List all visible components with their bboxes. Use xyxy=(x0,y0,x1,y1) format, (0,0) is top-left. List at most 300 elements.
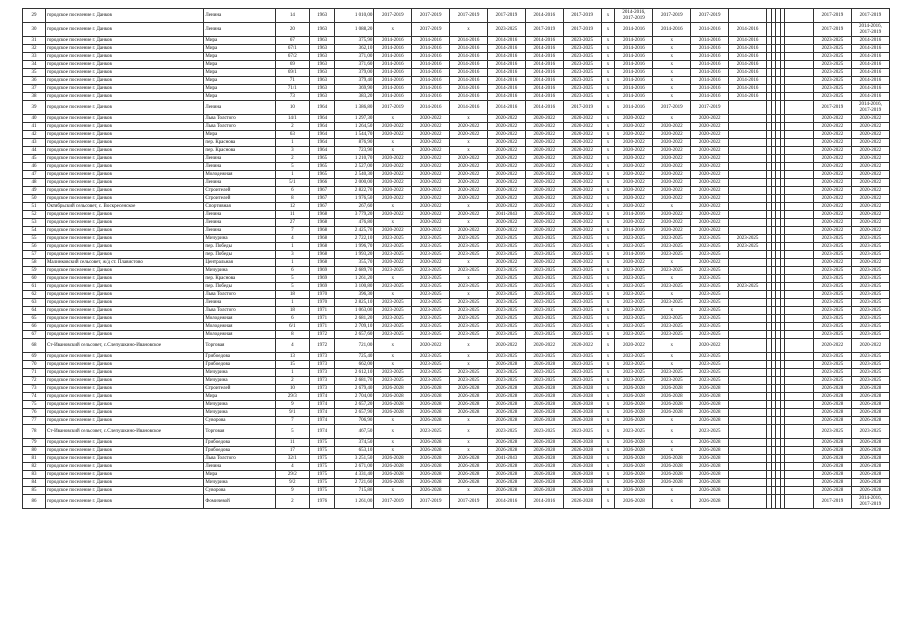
table-cell-col15: 2020-2022 xyxy=(653,187,691,195)
table-cell-col13: х xyxy=(601,393,615,401)
table-cell-col23: 2023-2025 xyxy=(814,61,852,69)
table-cell-col15: х xyxy=(653,77,691,85)
table-row xyxy=(23,377,890,385)
table-cell-col9: х xyxy=(450,339,488,353)
table-cell-col6: 375,90 xyxy=(335,37,374,45)
table-cell-col24: 2020-2022 xyxy=(851,211,889,219)
table-cell-col15: 2020-2022 xyxy=(653,211,691,219)
table-cell-col24: 2026-2028 xyxy=(851,487,889,495)
table-cell-col4: 2 xyxy=(275,155,309,163)
table-cell-col1: 32 xyxy=(23,45,46,53)
table-cell-col6: 1 010,00 xyxy=(335,9,374,23)
table-cell-col6: 1 088,20 xyxy=(335,23,374,37)
table-cell-col16: 2017-2019 xyxy=(691,9,729,23)
table-cell-col5: 1968 xyxy=(310,251,335,259)
table-cell-col9: 2017-2019 xyxy=(450,9,488,23)
table-cell-col2: городское поселение г. Данков xyxy=(45,439,203,447)
table-cell-col22 xyxy=(785,377,814,385)
table-cell-col9: 2020-2022 xyxy=(450,179,488,187)
table-cell-col24: 2026-2028 xyxy=(851,401,889,409)
table-cell-col6: 2 681,20 xyxy=(335,315,374,323)
table-cell-col9: 2020-2022 xyxy=(450,187,488,195)
table-cell-col23: 2023-2025 xyxy=(814,323,852,331)
table-cell-col3: пер. Краснова xyxy=(204,147,275,155)
table-cell-col11: 2023-2025 xyxy=(525,353,563,361)
table-cell-col11: 2020-2022 xyxy=(525,179,563,187)
table-cell-col12: 2026-2028 xyxy=(563,487,601,495)
table-cell-col1: 35 xyxy=(23,69,46,77)
table-cell-col22 xyxy=(785,131,814,139)
table-cell-col3: Ленина xyxy=(204,211,275,219)
table-cell-col9: х xyxy=(450,487,488,495)
table-cell-col24: 2014-2016 xyxy=(851,85,889,93)
table-cell-col4: 9 xyxy=(275,487,309,495)
table-cell-col1: 62 xyxy=(23,291,46,299)
table-cell-col15: 2020-2022 xyxy=(653,227,691,235)
table-cell-col6: 3 100,80 xyxy=(335,283,374,291)
table-cell-col16: 2014-2016 xyxy=(691,53,729,61)
table-cell-col12: 2020-2022 xyxy=(563,259,601,267)
table-cell-col5: 1974 xyxy=(310,393,335,401)
table-cell-col9: х xyxy=(450,275,488,283)
table-cell-col23: 2023-2025 xyxy=(814,291,852,299)
table-cell-col12: 2023-2025 xyxy=(563,323,601,331)
table-cell-col6: 2 825,10 xyxy=(335,299,374,307)
table-cell-col15: х xyxy=(653,53,691,61)
table-cell-col23: 2023-2025 xyxy=(814,53,852,61)
table-cell-col14: 2020-2022 xyxy=(615,115,653,123)
table-body xyxy=(23,9,890,509)
table-cell-col12: 2023-2025 xyxy=(563,331,601,339)
table-cell-col13: х xyxy=(601,77,615,85)
table-cell-col10: 2023-2025 xyxy=(488,315,526,323)
table-cell-col13: х xyxy=(601,171,615,179)
table-cell-col11: 2026-2028 xyxy=(525,385,563,393)
table-row xyxy=(23,393,890,401)
table-cell-col17 xyxy=(729,219,767,227)
table-cell-col23: 2023-2025 xyxy=(814,361,852,369)
table-cell-col14: 2023-2025 xyxy=(615,361,653,369)
table-cell-col10: 2026-2028 xyxy=(488,439,526,447)
table-cell-col8: 2026-2028 xyxy=(412,455,450,463)
table-cell-col23: 2026-2028 xyxy=(814,409,852,417)
table-cell-col9: 2014-2016 xyxy=(450,37,488,45)
table-cell-col17 xyxy=(729,9,767,23)
table-cell-col7: 2020-2022 xyxy=(374,123,412,131)
table-cell-col8: 2014-2016 xyxy=(412,77,450,85)
table-cell-col8: 2020-2022 xyxy=(412,227,450,235)
table-cell-col22 xyxy=(785,235,814,243)
table-cell-col14: 2023-2025 xyxy=(615,425,653,439)
table-cell-col24: 2026-2028 xyxy=(851,439,889,447)
table-cell-col7: х xyxy=(374,219,412,227)
table-cell-col13: х xyxy=(601,235,615,243)
table-cell-col10: 2020-2022 xyxy=(488,147,526,155)
table-cell-col17 xyxy=(729,323,767,331)
table-cell-col17 xyxy=(729,203,767,211)
table-cell-col6: 476,80 xyxy=(335,219,374,227)
table-cell-col16: 2014-2016 xyxy=(691,77,729,85)
table-cell-col12: 2023-2025 xyxy=(563,243,601,251)
table-cell-col23: 2023-2025 xyxy=(814,425,852,439)
table-cell-col22 xyxy=(785,447,814,455)
table-cell-col6: 396,30 xyxy=(335,291,374,299)
table-row xyxy=(23,417,890,425)
table-cell-col12: 2026-2028 xyxy=(563,471,601,479)
table-cell-col11: 2023-2025 xyxy=(525,377,563,385)
table-cell-col24: 2023-2025 xyxy=(851,235,889,243)
table-cell-col16: 2020-2022 xyxy=(691,227,729,235)
table-cell-col10: 2020-2022 xyxy=(488,179,526,187)
table-cell-col12: 2023-2025 xyxy=(563,283,601,291)
table-cell-col24: 2023-2025 xyxy=(851,353,889,361)
table-cell-col22 xyxy=(785,409,814,417)
table-cell-col7: 2020-2022 xyxy=(374,187,412,195)
table-cell-col23: 2023-2025 xyxy=(814,307,852,315)
table-cell-col7: 2023-2025 xyxy=(374,323,412,331)
table-cell-col24: 2026-2028 xyxy=(851,385,889,393)
table-cell-col8: 2023-2025 xyxy=(412,425,450,439)
table-cell-col15: 2014-2016 xyxy=(653,23,691,37)
table-cell-col22 xyxy=(785,259,814,267)
table-cell-col7: 2026-2028 xyxy=(374,471,412,479)
table-cell-col1: 50 xyxy=(23,195,46,203)
table-cell-col12: 2020-2022 xyxy=(563,179,601,187)
table-cell-col10: 2020-2022 xyxy=(488,219,526,227)
table-cell-col3: Льва Толстого xyxy=(204,115,275,123)
table-cell-col15: 2023-2025 xyxy=(653,323,691,331)
table-cell-col13: х xyxy=(601,323,615,331)
table-cell-col4: 10 xyxy=(275,101,309,115)
table-cell-col12: 2023-2025 xyxy=(563,85,601,93)
table-cell-col23: 2020-2022 xyxy=(814,211,852,219)
table-cell-col10: 2020-2022 xyxy=(488,171,526,179)
table-row xyxy=(23,93,890,101)
table-cell-col15: 2020-2022 xyxy=(653,171,691,179)
table-cell-col5: 1972 xyxy=(310,331,335,339)
table-cell-col13: х xyxy=(601,307,615,315)
table-cell-col4: 14/1 xyxy=(275,115,309,123)
table-cell-col23: 2023-2025 xyxy=(814,37,852,45)
table-cell-col16: 2026-2028 xyxy=(691,393,729,401)
table-cell-col12: 2020-2022 xyxy=(563,123,601,131)
table-cell-col22 xyxy=(785,353,814,361)
table-cell-col8: 2020-2022 xyxy=(412,115,450,123)
table-cell-col11: 2020-2022 xyxy=(525,211,563,219)
table-cell-col11: 2014-2016 xyxy=(525,85,563,93)
table-cell-col11: 2020-2022 xyxy=(525,171,563,179)
table-cell-col13: х xyxy=(601,9,615,23)
table-cell-col2: городское поселение г. Данков xyxy=(45,479,203,487)
table-cell-col23: 2026-2028 xyxy=(814,463,852,471)
table-cell-col1: 84 xyxy=(23,479,46,487)
table-cell-col13: х xyxy=(601,479,615,487)
table-cell-col22 xyxy=(785,123,814,131)
table-cell-col10: 2014-2016 xyxy=(488,69,526,77)
table-cell-col5: 1963 xyxy=(310,37,335,45)
table-cell-col15: 2020-2022 xyxy=(653,131,691,139)
table-row xyxy=(23,291,890,299)
table-cell-col4: 2 xyxy=(275,123,309,131)
table-cell-col24: 2014-2016 xyxy=(851,53,889,61)
table-cell-col10: 2020-2022 xyxy=(488,195,526,203)
table-cell-col14: 2020-2022 xyxy=(615,195,653,203)
table-cell-col11: 2023-2025 xyxy=(525,251,563,259)
table-cell-col22 xyxy=(785,139,814,147)
table-cell-col7: х xyxy=(374,425,412,439)
table-cell-col3: Строителей xyxy=(204,187,275,195)
table-cell-col3: Мира xyxy=(204,45,275,53)
table-cell-col13: х xyxy=(601,463,615,471)
table-cell-col5: 1974 xyxy=(310,401,335,409)
table-cell-col6: 379,00 xyxy=(335,69,374,77)
table-cell-col8: 2023-2025 xyxy=(412,361,450,369)
table-cell-col7: х xyxy=(374,361,412,369)
table-row xyxy=(23,307,890,315)
table-cell-col16: 2020-2022 xyxy=(691,211,729,219)
table-cell-col11: 2026-2028 xyxy=(525,455,563,463)
table-row xyxy=(23,315,890,323)
table-cell-col11: 2020-2022 xyxy=(525,163,563,171)
table-cell-col23: 2023-2025 xyxy=(814,251,852,259)
table-cell-col12: 2020-2022 xyxy=(563,155,601,163)
table-cell-col8: 2023-2025 xyxy=(412,315,450,323)
table-cell-col10: 2014-2016 xyxy=(488,85,526,93)
table-cell-col16: 2020-2022 xyxy=(691,219,729,227)
table-cell-col8: 2026-2028 xyxy=(412,479,450,487)
table-cell-col11: 2020-2022 xyxy=(525,187,563,195)
table-cell-col4: 32/1 xyxy=(275,455,309,463)
table-cell-col2: городское поселение г. Данков xyxy=(45,353,203,361)
table-cell-col7: 2026-2028 xyxy=(374,409,412,417)
table-cell-col16: 2020-2022 xyxy=(691,203,729,211)
table-cell-col17 xyxy=(729,361,767,369)
table-cell-col3: Мира xyxy=(204,85,275,93)
table-cell-col3: Ленина xyxy=(204,101,275,115)
table-cell-col6: 1 210,70 xyxy=(335,155,374,163)
table-row xyxy=(23,203,890,211)
table-cell-col17 xyxy=(729,369,767,377)
table-cell-col16: 2026-2028 xyxy=(691,409,729,417)
table-cell-col14: 2023-2025 xyxy=(615,283,653,291)
table-cell-col16: 2023-2025 xyxy=(691,425,729,439)
table-cell-col10: 2026-2028 xyxy=(488,417,526,425)
table-cell-col22 xyxy=(785,61,814,69)
table-cell-col7: х xyxy=(374,115,412,123)
table-cell-col9: 2026-2028 xyxy=(450,409,488,417)
table-cell-col1: 71 xyxy=(23,369,46,377)
table-cell-col22 xyxy=(785,93,814,101)
table-cell-col24: 2020-2022 xyxy=(851,187,889,195)
table-cell-col16: 2020-2022 xyxy=(691,163,729,171)
table-cell-col16: 2023-2025 xyxy=(691,299,729,307)
table-cell-col22 xyxy=(785,37,814,45)
table-cell-col12: 2020-2022 xyxy=(563,195,601,203)
table-cell-col17: 2014-2016 xyxy=(729,93,767,101)
table-cell-col22 xyxy=(785,275,814,283)
table-cell-col14: 2014-2016 xyxy=(615,69,653,77)
table-cell-col8: 2014-2016 xyxy=(412,61,450,69)
table-cell-col22 xyxy=(785,115,814,123)
table-cell-col14: 2014-2016 xyxy=(615,77,653,85)
table-cell-col16: 2026-2028 xyxy=(691,455,729,463)
table-cell-col5: 1963 xyxy=(310,53,335,61)
table-cell-col9: 2020-2022 xyxy=(450,163,488,171)
table-cell-col12: 2023-2025 xyxy=(563,369,601,377)
table-row xyxy=(23,139,890,147)
table-row xyxy=(23,171,890,179)
table-cell-col24: 2020-2022 xyxy=(851,339,889,353)
table-cell-col9: 2026-2028 xyxy=(450,455,488,463)
table-cell-col16: 2023-2025 xyxy=(691,243,729,251)
table-cell-col22 xyxy=(785,385,814,393)
table-cell-col14: 2026-2028 xyxy=(615,495,653,509)
table-cell-col15: х xyxy=(653,417,691,425)
table-cell-col16: 2014-2016 xyxy=(691,45,729,53)
table-row xyxy=(23,219,890,227)
table-cell-col1: 86 xyxy=(23,495,46,509)
table-cell-col9: 2014-2016 xyxy=(450,77,488,85)
table-cell-col24: 2014-2016, 2017-2019 xyxy=(851,23,889,37)
table-cell-col4: 7 xyxy=(275,417,309,425)
table-cell-col14: 2014-2016 xyxy=(615,227,653,235)
table-cell-col9: 2020-2022 xyxy=(450,227,488,235)
table-cell-col13: х xyxy=(601,385,615,393)
table-cell-col12: 2023-2025 xyxy=(563,37,601,45)
table-cell-col24: 2014-2016 xyxy=(851,93,889,101)
table-cell-col14: 2014-2016 xyxy=(615,251,653,259)
table-cell-col15: 2020-2022 xyxy=(653,147,691,155)
table-cell-col1: 58 xyxy=(23,259,46,267)
table-cell-col6: 2 657,20 xyxy=(335,401,374,409)
table-row xyxy=(23,211,890,219)
table-cell-col9: 2026-2028 xyxy=(450,463,488,471)
table-cell-col6: 706,90 xyxy=(335,417,374,425)
table-cell-col22 xyxy=(785,243,814,251)
table-cell-col4: 5 xyxy=(275,163,309,171)
table-cell-col6: 3 251,50 xyxy=(335,455,374,463)
table-row xyxy=(23,45,890,53)
table-cell-col5: 1973 xyxy=(310,369,335,377)
table-cell-col3: Торговая xyxy=(204,425,275,439)
table-cell-col9: 2026-2028 xyxy=(450,479,488,487)
table-cell-col3: Мира xyxy=(204,471,275,479)
table-cell-col9: 2023-2025 xyxy=(450,331,488,339)
table-cell-col11: 2023-2025 xyxy=(525,299,563,307)
table-cell-col1: 31 xyxy=(23,37,46,45)
table-cell-col2: городское поселение г. Данков xyxy=(45,417,203,425)
table-cell-col17 xyxy=(729,251,767,259)
table-cell-col2: городское поселение г. Данков xyxy=(45,323,203,331)
table-cell-col13: х xyxy=(601,69,615,77)
table-cell-col8: 2014-2016 xyxy=(412,45,450,53)
table-row xyxy=(23,361,890,369)
table-cell-col10: 2020-2022 xyxy=(488,139,526,147)
table-cell-col4: 6 xyxy=(275,267,309,275)
table-cell-col10: 2023-2025 xyxy=(488,243,526,251)
table-cell-col17 xyxy=(729,401,767,409)
table-cell-col23: 2020-2022 xyxy=(814,171,852,179)
table-cell-col9: 2014-2016 xyxy=(450,53,488,61)
table-cell-col24: 2020-2022 xyxy=(851,123,889,131)
table-cell-col15: х xyxy=(653,307,691,315)
table-cell-col10: 2026-2028 xyxy=(488,401,526,409)
table-cell-col4: 1 xyxy=(275,139,309,147)
table-cell-col15: 2023-2025 xyxy=(653,315,691,323)
table-cell-col1: 49 xyxy=(23,187,46,195)
table-cell-col13: х xyxy=(601,37,615,45)
table-cell-col22 xyxy=(785,85,814,93)
table-cell-col11: 2020-2022 xyxy=(525,147,563,155)
table-cell-col2: городское поселение г. Данков xyxy=(45,219,203,227)
table-cell-col23: 2026-2028 xyxy=(814,385,852,393)
table-cell-col2: городское поселение г. Данков xyxy=(45,291,203,299)
table-cell-col22 xyxy=(785,163,814,171)
table-cell-col24: 2026-2028 xyxy=(851,447,889,455)
table-cell-col7: 2023-2025 xyxy=(374,315,412,323)
table-cell-col8: 2020-2022 xyxy=(412,155,450,163)
table-cell-col1: 68 xyxy=(23,339,46,353)
table-cell-col16: 2023-2025 xyxy=(691,315,729,323)
table-cell-col14: 2023-2025 xyxy=(615,299,653,307)
table-cell-col23: 2023-2025 xyxy=(814,267,852,275)
table-cell-col13: х xyxy=(601,331,615,339)
table-cell-col13: х xyxy=(601,251,615,259)
table-cell-col7: 2020-2022 xyxy=(374,211,412,219)
table-cell-col15: 2026-2028 xyxy=(653,455,691,463)
table-cell-col9: 2023-2025 xyxy=(450,323,488,331)
table-row xyxy=(23,37,890,45)
table-cell-col7: 2020-2022 xyxy=(374,163,412,171)
table-cell-col2: городское поселение г. Данков xyxy=(45,171,203,179)
table-cell-col23: 2020-2022 xyxy=(814,203,852,211)
table-cell-col14: 2023-2025 xyxy=(615,307,653,315)
table-cell-col16: 2017-2019 xyxy=(691,101,729,115)
table-cell-col11: 2014-2016 xyxy=(525,101,563,115)
table-cell-col12: 2026-2028 xyxy=(563,385,601,393)
table-cell-col17: 2023-2025 xyxy=(729,243,767,251)
table-cell-col10: 2041-2043 xyxy=(488,455,526,463)
table-cell-col8: 2020-2022 xyxy=(412,211,450,219)
table-cell-col17 xyxy=(729,353,767,361)
table-cell-col12: 2023-2025 xyxy=(563,377,601,385)
table-cell-col6: 723,90 xyxy=(335,147,374,155)
table-cell-col15: 2023-2025 xyxy=(653,369,691,377)
table-cell-col4: 17 xyxy=(275,447,309,455)
table-cell-col23: 2023-2025 xyxy=(814,275,852,283)
table-cell-col6: 662,00 xyxy=(335,361,374,369)
table-row xyxy=(23,283,890,291)
table-cell-col8: 2023-2025 xyxy=(412,235,450,243)
table-cell-col14: 2014-2016 xyxy=(615,93,653,101)
table-cell-col5: 1973 xyxy=(310,377,335,385)
table-cell-col22 xyxy=(785,283,814,291)
table-cell-col24: 2026-2028 xyxy=(851,455,889,463)
table-cell-col16: 2026-2028 xyxy=(691,439,729,447)
table-cell-col6: 3 779,20 xyxy=(335,211,374,219)
table-cell-col4: 1 xyxy=(275,299,309,307)
table-cell-col10: 2023-2025 xyxy=(488,377,526,385)
table-cell-col22 xyxy=(785,369,814,377)
table-cell-col22 xyxy=(785,487,814,495)
table-cell-col2: городское поселение г. Данков xyxy=(45,377,203,385)
table-row xyxy=(23,235,890,243)
table-cell-col17 xyxy=(729,331,767,339)
table-cell-col9: 2023-2025 xyxy=(450,315,488,323)
table-cell-col13: х xyxy=(601,425,615,439)
table-cell-col4: 6 xyxy=(275,187,309,195)
table-cell-col13: х xyxy=(601,267,615,275)
